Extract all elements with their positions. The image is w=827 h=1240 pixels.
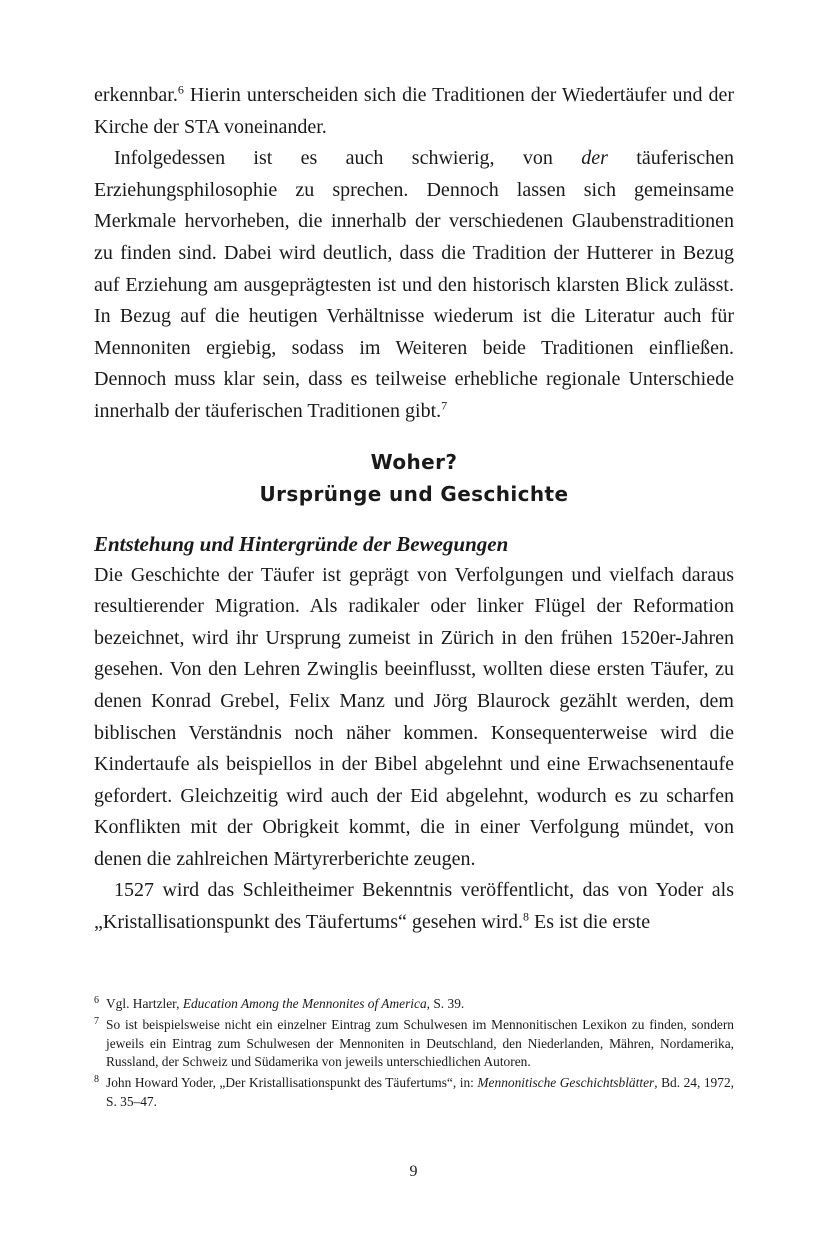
footnote-text: John Howard Yoder, „Der Kristallisationspunkt des Täufertums“, in: bbox=[106, 1075, 478, 1091]
footnote-title: Education Among the Mennonites of America bbox=[182, 996, 427, 1011]
footnote-8 bbox=[94, 1074, 734, 1112]
paragraph-2-text-b: täuferischen Erziehungsphilosophie zu sprechen. Dennoch lassen sich gemeinsame Merkmale hervorheben, die innerhalb der verschiedenen Glaubenstraditionen zu finden sind. Dabei wird deutlich, dass die Tradition der Hutterer in Bezug auf Erziehung am ausgeprägtesten ist und den historisch klarsten Blick zulässt. In Bezug auf die heutigen Verhältnisse wiederum ist die Literatur auch für Mennoniten ergiebig, sodass im Weiteren beide Traditionen einfließen. Dennoch muss klar sein, dass es teilweise erhebliche regionale Unterschiede innerhalb der täuferischen Traditionen gibt. bbox=[94, 147, 734, 422]
paragraph-4 bbox=[94, 875, 734, 938]
footnote-text-end: , S. 39. bbox=[426, 996, 465, 1011]
footnote-ref-8[interactable]: 8 bbox=[522, 909, 529, 924]
footnotes bbox=[94, 995, 734, 1114]
paragraph-2-text-a: Infolgedessen ist es auch schwierig, von bbox=[114, 147, 582, 170]
page-body bbox=[94, 80, 734, 939]
footnote-number: 6 bbox=[94, 995, 99, 1006]
paragraph-1-text-b: Hierin unterscheiden sich die Traditionen der Wiedertäufer und der Kirche der STA voneinander. bbox=[94, 84, 734, 138]
paragraph-1 bbox=[94, 80, 734, 143]
section-subtitle: Ursprünge und Geschichte bbox=[259, 481, 569, 506]
footnote-ref-7[interactable]: 7 bbox=[441, 398, 448, 413]
footnote-number: 8 bbox=[94, 1074, 99, 1086]
footnote-ref-6[interactable]: 6 bbox=[177, 82, 184, 97]
footnote-text: Vgl. Hartzler, bbox=[106, 996, 183, 1011]
footnote-number: 7 bbox=[94, 1015, 99, 1027]
footnote-title: Mennonitische Geschichtsblätter bbox=[477, 1075, 655, 1091]
section-heading: Woher? bbox=[370, 449, 458, 474]
footnote-text-end: , Bd. 24, 1972, S. 35–47. bbox=[106, 1075, 734, 1109]
footnote-7 bbox=[94, 1016, 734, 1072]
paragraph-4-text-b: Es ist die erste bbox=[528, 911, 651, 934]
subsection-heading: Entstehung und Hintergründe der Bewegungen bbox=[94, 531, 509, 556]
paragraph-2-emphasis: der bbox=[581, 147, 608, 170]
paragraph-2 bbox=[94, 143, 734, 427]
footnote-text: So ist beispielsweise nicht ein einzelner Eintrag zum Schulwesen im Mennonitischen Lexikon zu finden, sondern jeweils ein Eintrag zum Schulwesen der Mennoniten in Deutschland, den Niederlanden, Mähren, Nordamerika, Russland, der Schweiz und Südamerika von jeweils unterschiedlichen Autoren. bbox=[106, 1016, 734, 1070]
paragraph-3: Die Geschichte der Täufer ist geprägt von Verfolgungen und vielfach daraus resultierender Migration. Als radikaler oder linker Flügel der Reformation bezeichnet, wird ihr Ursprung zumeist in Zürich in den frühen 1520er-Jahren gesehen. Von den Lehren Zwinglis beeinflusst, wollten diese ersten Täufer, zu denen Konrad Grebel, Felix Manz und Jörg Blaurock gezählt werden, dem biblischen Verständnis noch näher kommen. Konsequenterweise wird die Kindertaufe als beispiellos in der Bibel abgelehnt und eine Erwachsenentaufe gefordert. Gleichzeitig wird auch der Eid abgelehnt, wodurch es zu scharfen Konflikten mit der Obrigkeit kommt, die in einer Verfolgung mündet, von denen die zahlreichen Märtyrerberichte zeugen. bbox=[94, 563, 734, 870]
footnote-6 bbox=[94, 995, 734, 1014]
paragraph-4-text-a: 1527 wird das Schleitheimer Bekenntnis veröffentlicht, das von Yoder als „Kristallisationspunkt des Täufertums“ gesehen wird. bbox=[94, 879, 734, 934]
page-number: 9 bbox=[409, 1163, 418, 1180]
paragraph-1-text-a: erkennbar. bbox=[94, 84, 178, 106]
